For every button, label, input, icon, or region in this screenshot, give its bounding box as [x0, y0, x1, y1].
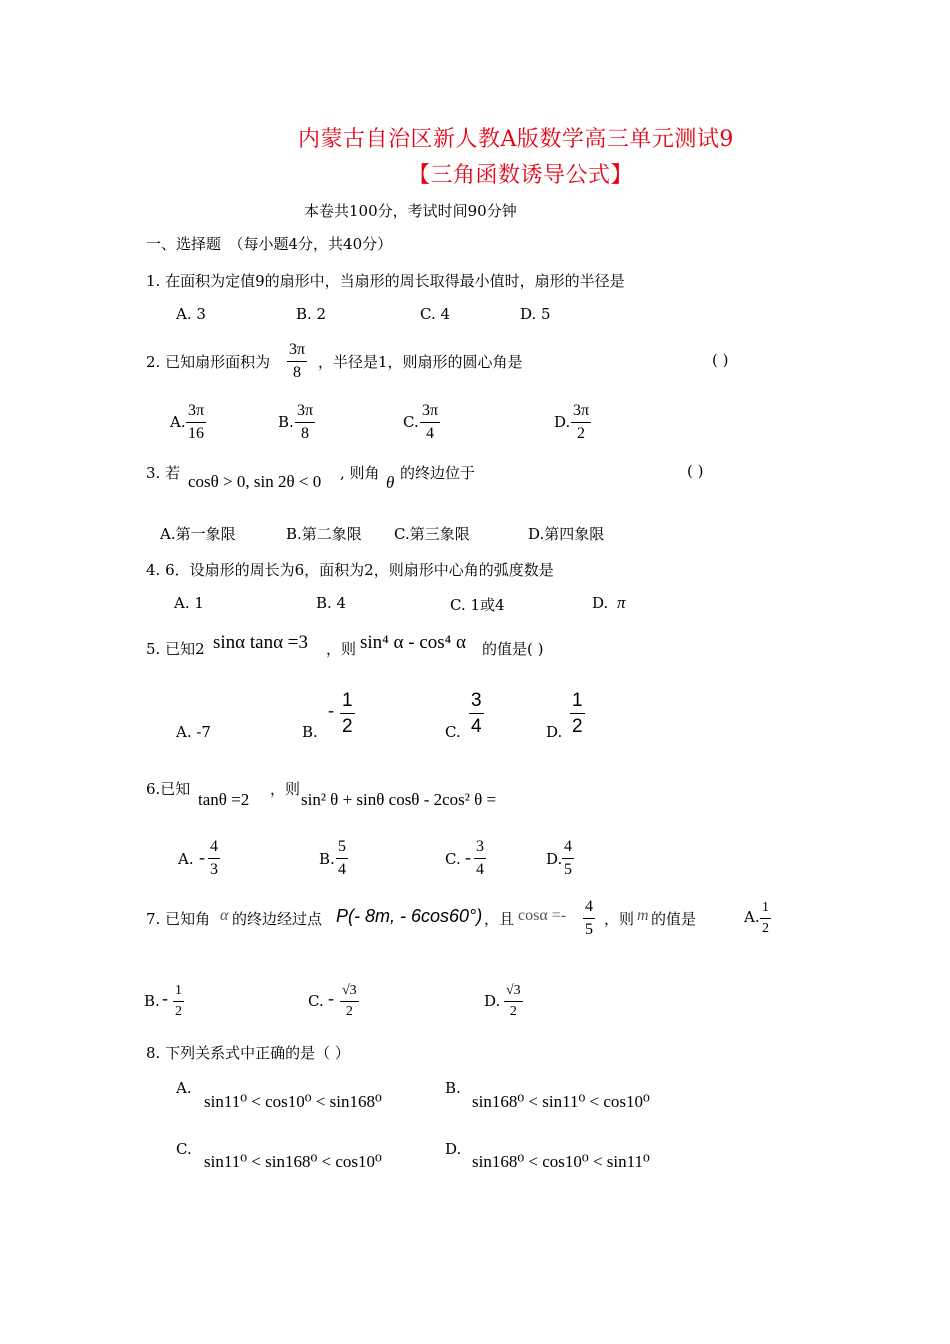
cos-condition: cosα =- [518, 907, 567, 924]
option-b: B. [445, 1079, 461, 1097]
section-heading: 一、选择题 （每小题4分，共40分） [146, 235, 393, 253]
option-b: B. [302, 723, 318, 741]
option-c: C. [176, 1140, 192, 1158]
question-text-cont: ，则 [326, 640, 357, 658]
option-d: D. [546, 723, 563, 741]
option-c-fraction: 3 4 [471, 690, 482, 737]
option-d: D. [445, 1140, 462, 1158]
option-a: A. [744, 908, 760, 926]
question-text-cont: 的终边经过点 [232, 910, 323, 928]
minus-sign: - [199, 847, 205, 867]
option-c-fraction: 3 4 [476, 838, 484, 878]
point-coordinates: P(- 8m, - 6cos60°) [336, 906, 483, 926]
question-text-mid: ，且 [484, 910, 515, 928]
question-text: 2. 已知扇形面积为 [146, 353, 271, 371]
theta-symbol: θ [386, 473, 395, 492]
option-a-expression: sin11⁰ < cos10⁰ < sin168⁰ [204, 1092, 382, 1111]
option-c: C.第三象限 [394, 525, 470, 543]
alpha-symbol: α [220, 907, 229, 924]
option-d: D. [592, 594, 609, 612]
option-a: A. [178, 850, 194, 868]
option-d-fraction: 3π 2 [573, 402, 590, 442]
option-a-fraction: 1 2 [762, 900, 769, 936]
option-b-fraction: 1 2 [175, 983, 182, 1019]
math-expression: sin⁴ α - cos⁴ α [360, 632, 466, 653]
question-text: 6.已知 [146, 780, 191, 798]
math-condition: cosθ > 0, sin 2θ < 0 [188, 472, 322, 491]
fraction: 3π 8 [289, 341, 306, 381]
option-b-expression: sin168⁰ < sin11⁰ < cos10⁰ [472, 1092, 650, 1111]
option-b: B.第二象限 [286, 525, 362, 543]
option-d: D.第四象限 [528, 525, 605, 543]
option-a-fraction: 3π 16 [188, 402, 205, 442]
question-text-end: 的值是( ) [482, 640, 544, 658]
option-c: C. [445, 723, 461, 741]
option-a: A. -7 [176, 723, 211, 741]
option-c-fraction: 3π 4 [422, 402, 439, 442]
math-expression: sin² θ + sinθ cosθ - 2cos² θ = [301, 790, 497, 809]
option-a: A. [170, 413, 186, 431]
page-subtitle: 【三角函数诱导公式】 [408, 163, 634, 188]
option-a: A. [176, 1079, 192, 1097]
option-c-expression: sin11⁰ < sin168⁰ < cos10⁰ [204, 1152, 382, 1171]
option-d-expression: sin168⁰ < cos10⁰ < sin11⁰ [472, 1152, 650, 1171]
question-text-end: 的值是 [651, 910, 697, 928]
question-text-cont: ，则 [270, 780, 301, 798]
option-d: D. [554, 413, 571, 431]
question-text-end: 的终边位于 [400, 464, 476, 482]
option-b-fraction: 5 4 [338, 838, 346, 878]
option-c: C. [403, 413, 419, 431]
option-d: D. [484, 992, 501, 1010]
question-text: 5. 已知2 [146, 640, 205, 658]
math-condition: sinα tanα =3 [213, 632, 309, 653]
option-d-fraction: 1 2 [572, 690, 583, 737]
option-b: B. 2 [296, 305, 327, 323]
math-condition: tanθ =2 [198, 790, 250, 809]
option-d-fraction: 4 5 [564, 838, 572, 878]
option-b-fraction: 3π 8 [297, 402, 314, 442]
option-c: C. [308, 992, 324, 1010]
minus-sign: - [465, 847, 471, 867]
page-title: 内蒙古自治区新人教A版数学高三单元测试9 [298, 127, 734, 152]
cos-fraction: 4 5 [585, 898, 593, 938]
option-c: C. 1或4 [450, 596, 505, 614]
option-c: C. [445, 850, 461, 868]
option-b: B. [144, 992, 160, 1010]
answer-blank: ( ) [712, 351, 729, 369]
minus-sign: - [328, 700, 334, 720]
minus-sign: - [162, 988, 168, 1008]
exam-info: 本卷共100分，考试时间90分钟 [304, 202, 517, 220]
option-b: B. 4 [316, 594, 347, 612]
question-text: 8. 下列关系式中正确的是（ ） [146, 1044, 350, 1062]
m-symbol: m [637, 907, 649, 924]
answer-blank: ( ) [687, 462, 704, 480]
option-b: B. [319, 850, 335, 868]
pi-symbol: π [617, 593, 626, 612]
minus-sign: - [328, 988, 334, 1008]
option-d: D. [546, 850, 563, 868]
question-text: 1. 在面积为定值9的扇形中，当扇形的周长取得最小值时，扇形的半径是 [146, 272, 625, 290]
option-a: A. 1 [174, 594, 204, 612]
option-a: A.第一象限 [160, 525, 236, 543]
option-c: C. 4 [420, 305, 451, 323]
question-text-cont: ，半径是1，则扇形的圆心角是 [318, 353, 523, 371]
option-a: A. 3 [176, 305, 206, 323]
option-b-fraction: 1 2 [342, 690, 353, 737]
question-text-then: ，则 [604, 910, 635, 928]
question-text-cont: , 则角 [340, 464, 380, 482]
question-text: 4. 6．设扇形的周长为6，面积为2，则扇形中心角的弧度数是 [146, 561, 554, 579]
question-text: 3. 若 [146, 464, 181, 482]
question-text: 7. 已知角 [146, 910, 211, 928]
option-a-fraction: 4 3 [210, 838, 218, 878]
option-b: B. [278, 413, 294, 431]
option-d-fraction: √3 2 [506, 983, 521, 1019]
option-c-fraction: √3 2 [342, 983, 357, 1019]
option-d: D. 5 [520, 305, 551, 323]
